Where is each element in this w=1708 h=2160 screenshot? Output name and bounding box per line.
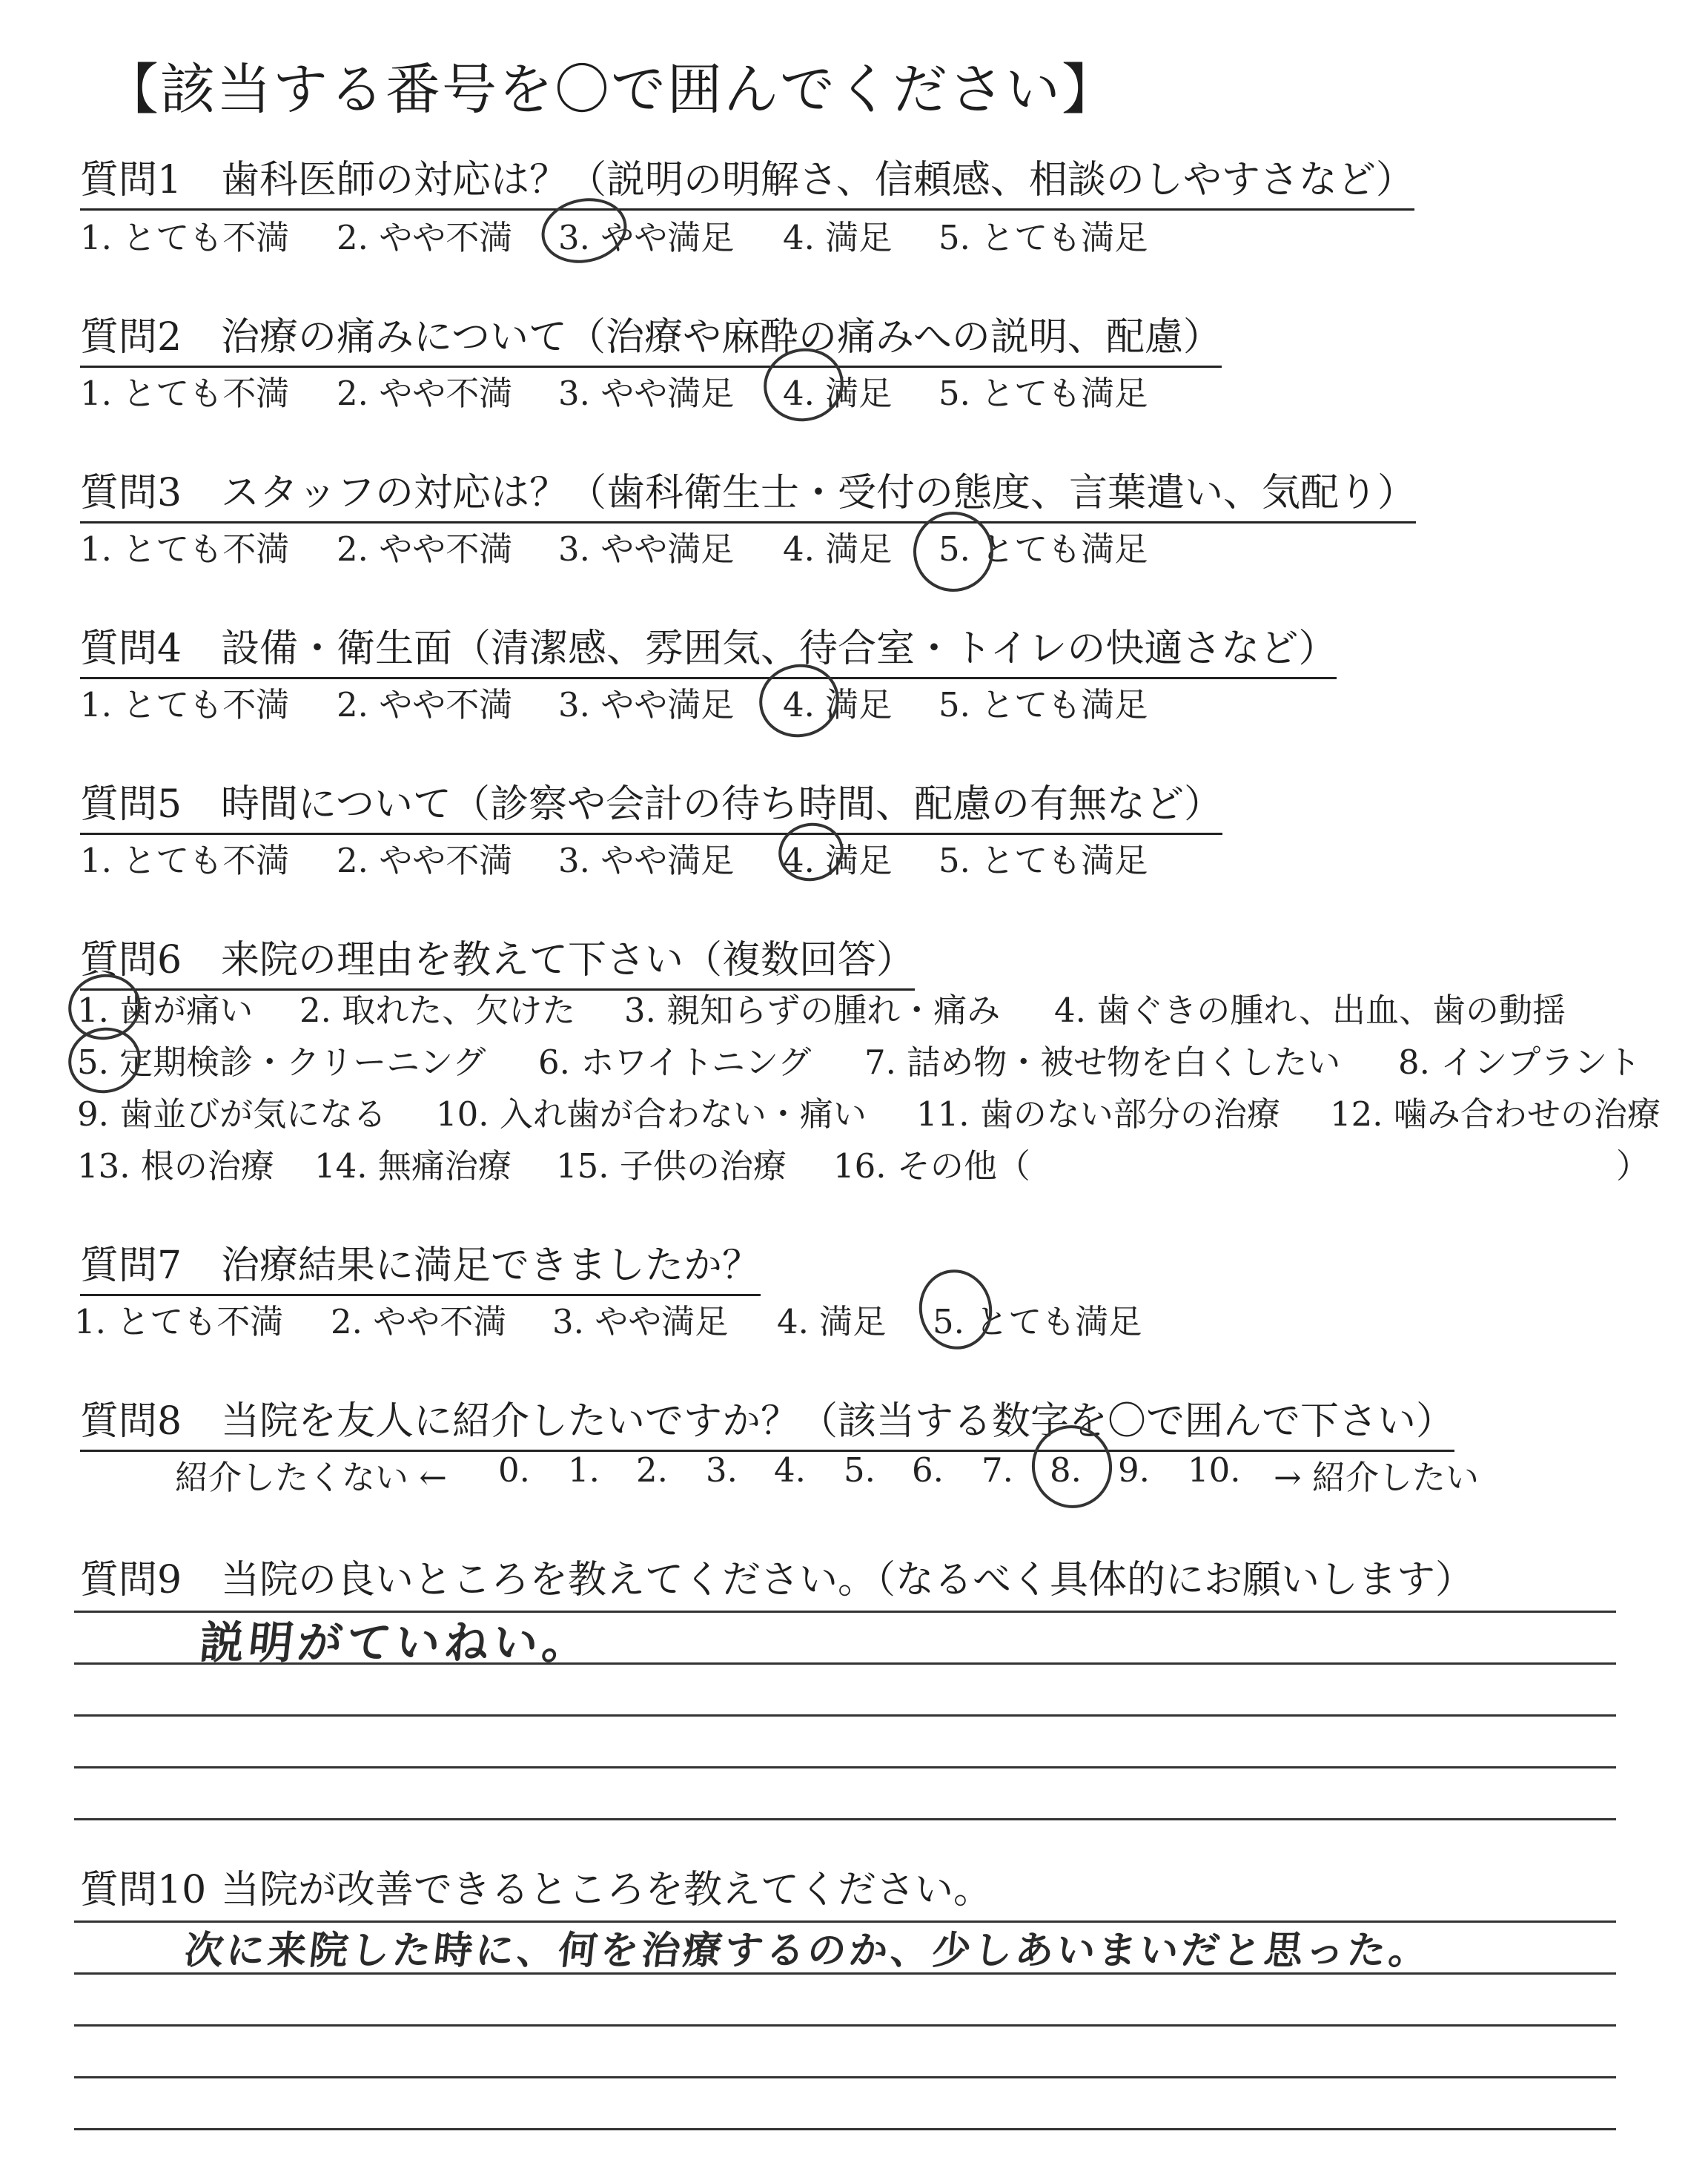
question-5-heading — [80, 773, 1222, 835]
q6-option-14[interactable]: 14. 無痛治療 — [314, 1146, 512, 1186]
question-1-text: 歯科医師の対応は？（説明の明解さ、信頼感、相談のしやすさなど） — [221, 158, 1414, 202]
question-7-text: 治療結果に満足できましたか？ — [221, 1244, 761, 1288]
question-4-heading — [80, 617, 1337, 679]
q4-option-2[interactable]: 2. やや不満 — [337, 685, 513, 724]
q8-score-8[interactable]: 8. — [1050, 1450, 1082, 1490]
question-9-text: 当院の良いところを教えてください。（なるべく具体的にお願いします） — [221, 1558, 1474, 1602]
question-3-text: スタッフの対応は？（歯科衛生士・受付の態度、言葉遣い、気配り） — [221, 471, 1417, 515]
q7-option-4[interactable]: 4. 満足 — [777, 1302, 887, 1341]
q6-option-11[interactable]: 11. 歯のない部分の治療 — [916, 1094, 1280, 1134]
q10-handwritten-answer[interactable]: 次に来院した時に、何を治療するのか、少しあいまいだと思った。 — [182, 1929, 1433, 1973]
q5-option-4[interactable]: 4. 満足 — [783, 841, 893, 880]
q7-option-3[interactable]: 3. やや満足 — [552, 1302, 729, 1341]
q6-option-6[interactable]: 6. ホワイトニング — [538, 1043, 812, 1082]
q8-score-7[interactable]: 7. — [982, 1450, 1013, 1490]
question-6-number: 質問6 — [80, 938, 182, 982]
question-8-text: 当院を友人に紹介したいですか？（該当する数字を〇で囲んで下さい） — [221, 1399, 1455, 1444]
q2-option-4[interactable]: 4. 満足 — [783, 374, 893, 413]
q4-option-1[interactable]: 1. とても不満 — [80, 685, 290, 724]
q6-option-16[interactable]: 16. その他（ — [833, 1146, 1030, 1186]
q9-handwritten-answer[interactable]: 説明がていねい。 — [196, 1617, 595, 1669]
question-10-text: 当院が改善できるところを教えてください。 — [221, 1868, 993, 1912]
q10-answer-line-5 — [74, 2128, 1616, 2130]
q4-option-4[interactable]: 4. 満足 — [783, 685, 893, 724]
q2-option-2[interactable]: 2. やや不満 — [337, 374, 513, 413]
q8-score-4[interactable]: 4. — [774, 1450, 806, 1490]
q5-option-3[interactable]: 3. やや満足 — [558, 841, 735, 880]
q9-answer-line-5 — [74, 1818, 1616, 1820]
q1-option-4[interactable]: 4. 満足 — [783, 218, 893, 257]
question-8-heading — [80, 1390, 1454, 1452]
q6-option-5[interactable]: 5. 定期検診・クリーニング — [77, 1043, 486, 1082]
question-2-heading — [80, 305, 1222, 368]
question-8-number: 質問8 — [80, 1399, 182, 1444]
q6-option-4[interactable]: 4. 歯ぐきの腫れ、出血、歯の動揺 — [1054, 991, 1566, 1030]
q1-option-2[interactable]: 2. やや不満 — [337, 218, 513, 257]
q8-left-label: 紹介したくない ← — [175, 1458, 448, 1497]
q5-option-5[interactable]: 5. とても満足 — [939, 841, 1148, 880]
q6-option-8[interactable]: 8. インプラント — [1398, 1043, 1641, 1082]
question-7-heading — [80, 1234, 761, 1296]
q6-option-10[interactable]: 10. 入れ歯が合わない・痛い — [436, 1094, 867, 1134]
q8-score-10[interactable]: 10. — [1188, 1450, 1241, 1490]
question-5-text: 時間について（診察や会計の待ち時間、配慮の有無など） — [221, 782, 1222, 827]
question-10-number: 質問10 — [80, 1868, 207, 1912]
q7-option-5[interactable]: 5. とても満足 — [933, 1302, 1142, 1341]
q8-score-0[interactable]: 0. — [498, 1450, 530, 1490]
q8-score-3[interactable]: 3. — [706, 1450, 738, 1490]
question-3-heading — [80, 461, 1416, 524]
q1-option-1[interactable]: 1. とても不満 — [80, 218, 290, 257]
question-5-number: 質問5 — [80, 782, 182, 827]
q8-score-5[interactable]: 5. — [844, 1450, 875, 1490]
question-3-number: 質問3 — [80, 471, 182, 515]
q3-option-2[interactable]: 2. やや不満 — [337, 529, 513, 569]
question-4-number: 質問4 — [80, 627, 182, 671]
q3-option-5[interactable]: 5. とても満足 — [939, 529, 1148, 569]
question-9-number: 質問9 — [80, 1558, 182, 1602]
question-6-heading — [80, 928, 915, 991]
question-9-heading — [80, 1548, 1474, 1608]
question-7-number: 質問7 — [80, 1244, 182, 1288]
q6-option-1[interactable]: 1. 歯が痛い — [77, 991, 254, 1030]
q6-option-3[interactable]: 3. 親知らずの腫れ・痛み — [624, 991, 1001, 1030]
q9-answer-line-4 — [74, 1766, 1616, 1768]
q6-option-12[interactable]: 12. 噛み合わせの治療 — [1330, 1094, 1661, 1134]
q4-option-5[interactable]: 5. とても満足 — [939, 685, 1148, 724]
question-2-number: 質問2 — [80, 315, 182, 360]
q3-option-1[interactable]: 1. とても不満 — [80, 529, 290, 569]
q1-option-5[interactable]: 5. とても満足 — [939, 218, 1148, 257]
q7-option-2[interactable]: 2. やや不満 — [331, 1302, 507, 1341]
question-1-number: 質問1 — [80, 158, 182, 202]
q8-score-6[interactable]: 6. — [912, 1450, 944, 1490]
q10-answer-line-3 — [74, 2024, 1616, 2027]
q2-option-3[interactable]: 3. やや満足 — [558, 374, 735, 413]
q6-option-16-close-paren: ） — [1616, 1146, 1650, 1186]
q10-answer-line-4 — [74, 2076, 1616, 2078]
q9-answer-line-3 — [74, 1714, 1616, 1717]
question-4-text: 設備・衛生面（清潔感、雰囲気、待合室・トイレの快適さなど） — [221, 627, 1337, 671]
q5-option-2[interactable]: 2. やや不満 — [337, 841, 513, 880]
q7-option-1[interactable]: 1. とても不満 — [74, 1302, 284, 1341]
page-title: 【該当する番号を〇で囲んでください】 — [104, 58, 1118, 122]
q8-score-1[interactable]: 1. — [568, 1450, 600, 1490]
question-2-text: 治療の痛みについて（治療や麻酔の痛みへの説明、配慮） — [221, 315, 1222, 360]
q1-option-3[interactable]: 3. やや満足 — [558, 218, 735, 257]
question-6-text: 来院の理由を教えて下さい（複数回答） — [221, 938, 916, 982]
q3-option-4[interactable]: 4. 満足 — [783, 529, 893, 569]
q5-option-1[interactable]: 1. とても不満 — [80, 841, 290, 880]
q3-option-3[interactable]: 3. やや満足 — [558, 529, 735, 569]
q8-score-2[interactable]: 2. — [636, 1450, 668, 1490]
q8-right-label: → 紹介したい — [1274, 1458, 1480, 1497]
q6-option-9[interactable]: 9. 歯並びが気になる — [77, 1094, 387, 1134]
q2-option-5[interactable]: 5. とても満足 — [939, 374, 1148, 413]
question-10-heading — [80, 1858, 992, 1918]
q6-option-13[interactable]: 13. 根の治療 — [77, 1146, 274, 1186]
question-1-heading — [80, 148, 1414, 211]
q8-score-9[interactable]: 9. — [1118, 1450, 1150, 1490]
q2-option-1[interactable]: 1. とても不満 — [80, 374, 290, 413]
q4-option-3[interactable]: 3. やや満足 — [558, 685, 735, 724]
q6-option-15[interactable]: 15. 子供の治療 — [556, 1146, 787, 1186]
q6-option-2[interactable]: 2. 取れた、欠けた — [299, 991, 576, 1030]
q6-option-7[interactable]: 7. 詰め物・被せ物を白くしたい — [864, 1043, 1341, 1082]
